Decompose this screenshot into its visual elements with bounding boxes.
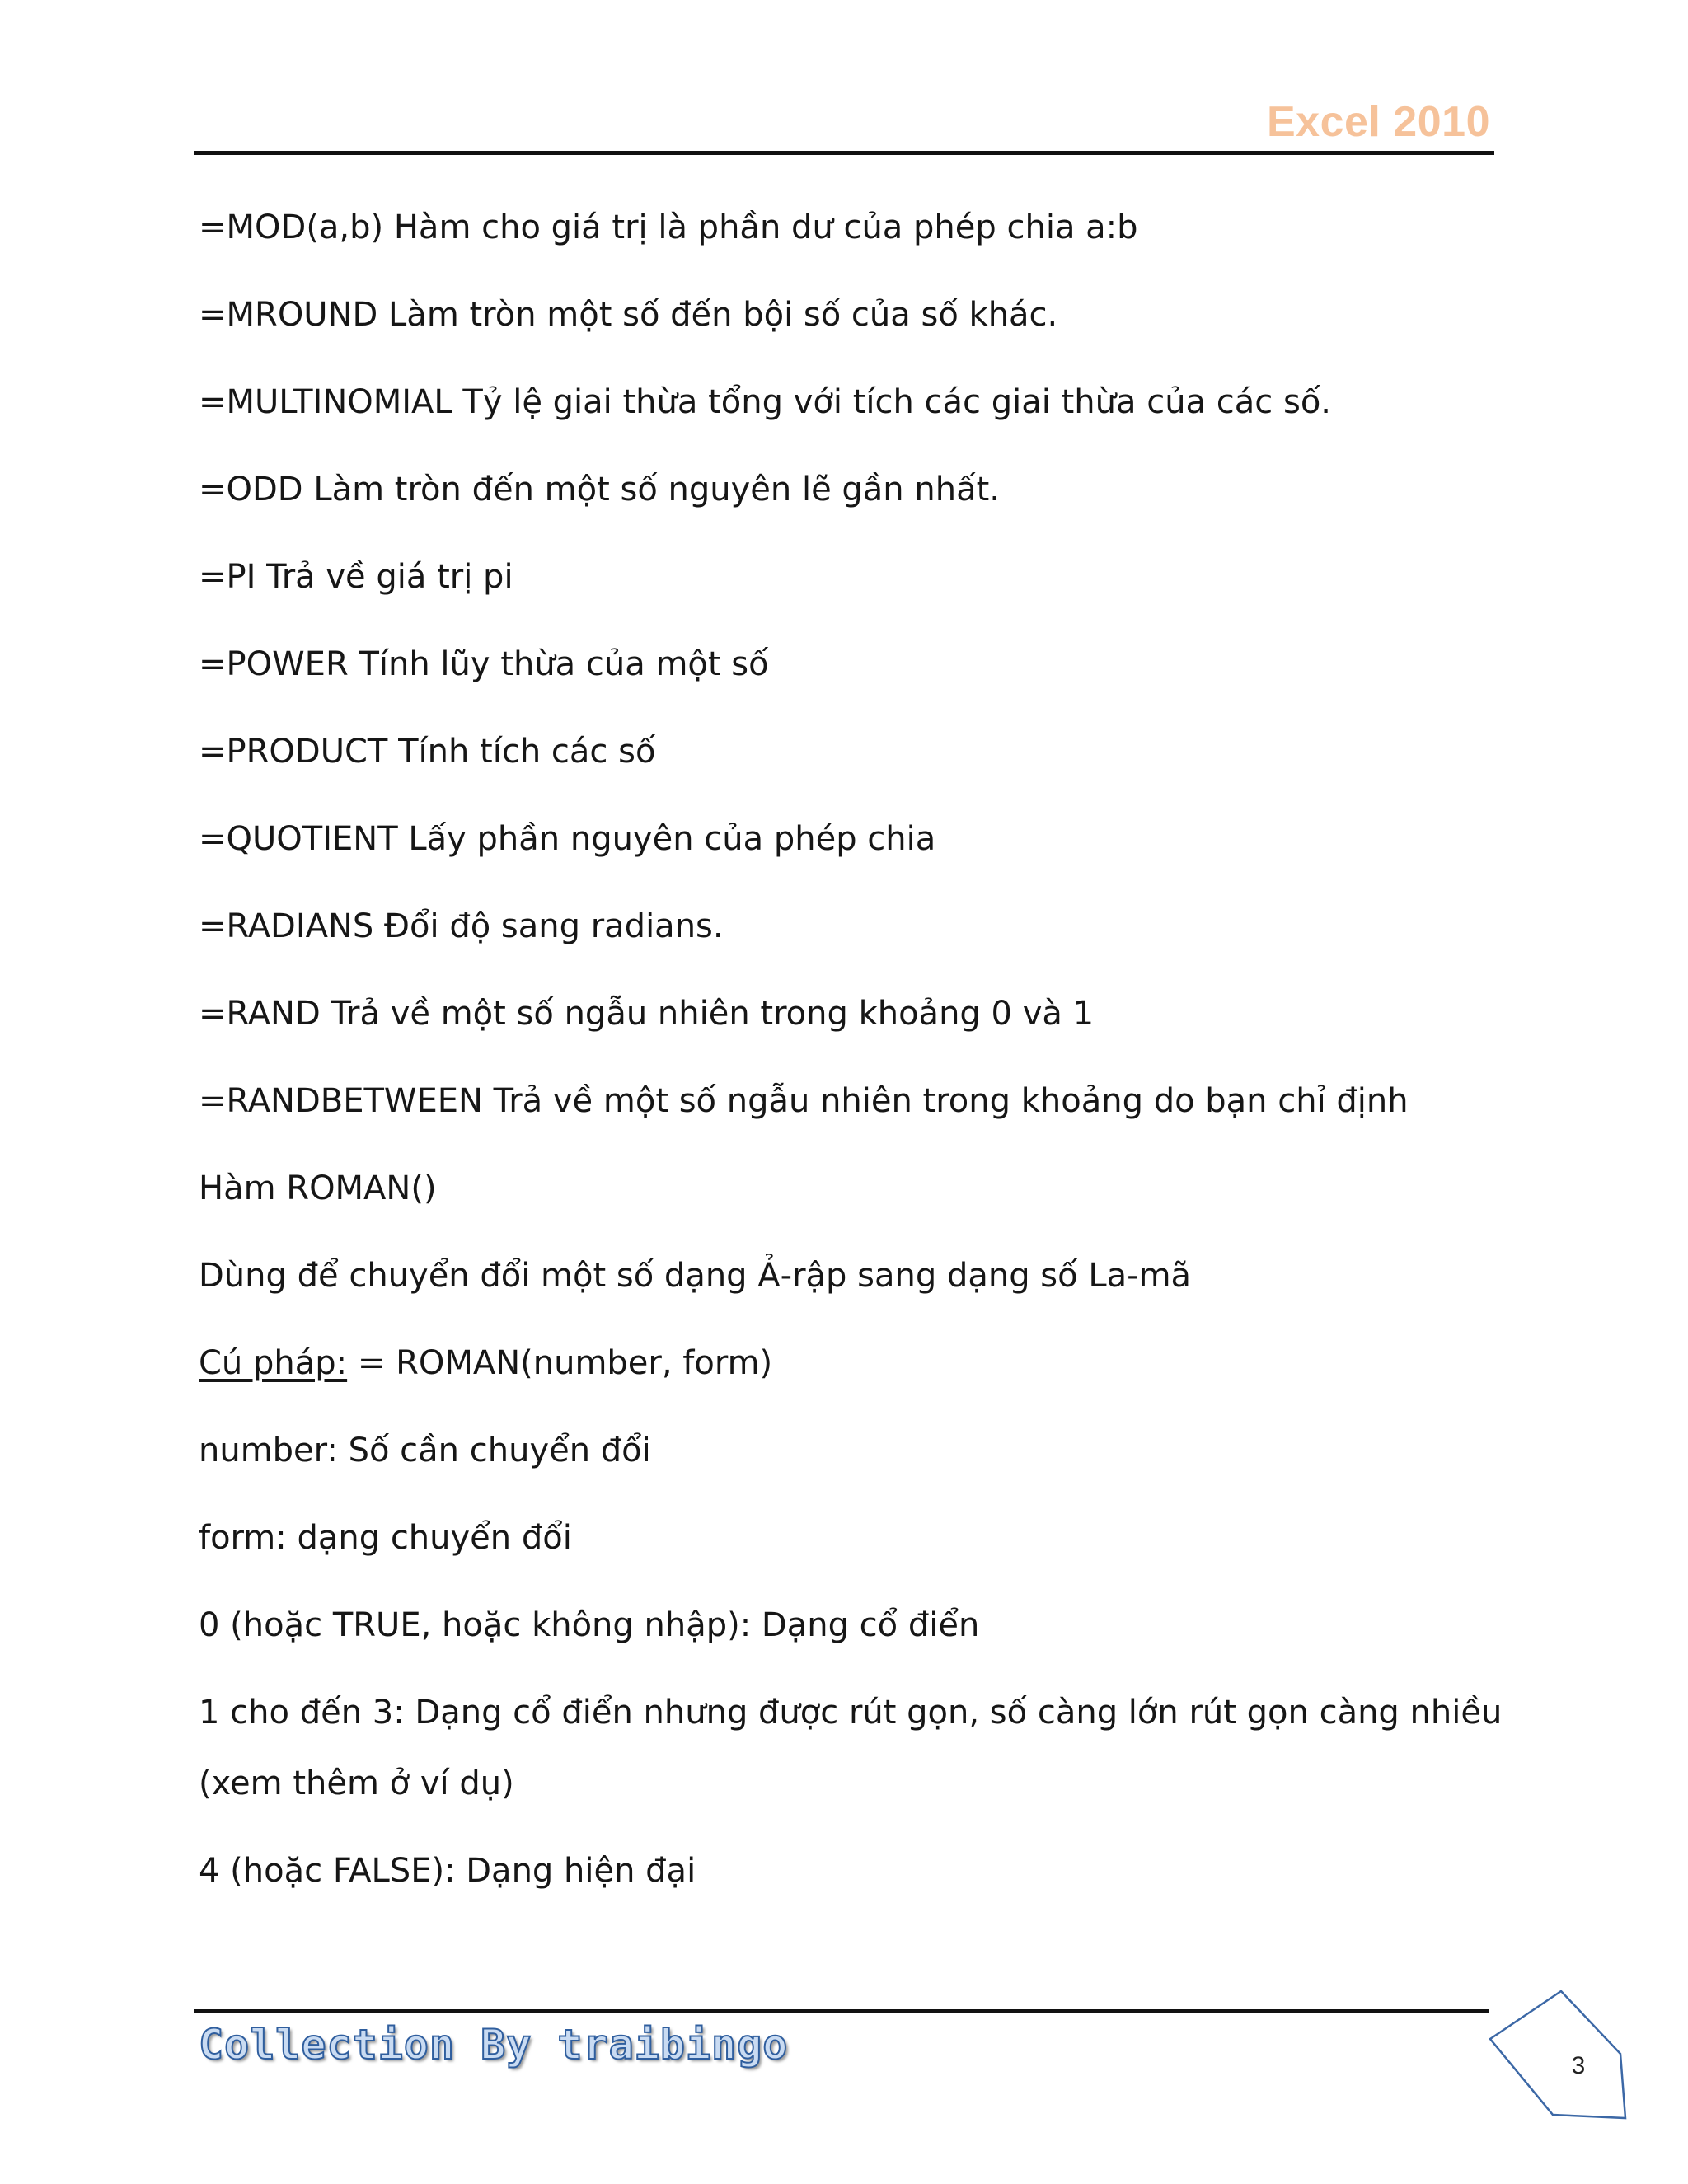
text-line-multinomial: =MULTINOMIAL Tỷ lệ giai thừa tổng với tích các giai thừa của các số. — [199, 383, 1332, 421]
text-line-quotient: =QUOTIENT Lấy phần nguyên của phép chia — [199, 820, 936, 858]
text-line-product: =PRODUCT Tính tích các số — [199, 733, 656, 771]
text-line-rand: =RAND Trả về một số ngẫu nhiên trong khoảng 0 và 1 — [199, 995, 1095, 1033]
header-divider — [194, 151, 1494, 155]
text-line-mod: =MOD(a,b) Hàm cho giá trị là phần dư của phép chia a:b — [199, 209, 1138, 246]
syntax-line — [199, 1342, 1484, 1385]
text-line-form-arg: form: dạng chuyển đổi — [199, 1519, 572, 1557]
page-number: 3 — [1571, 2052, 1586, 2079]
section-heading-roman: Hàm ROMAN() — [199, 1169, 437, 1207]
footer-credit: Collection By traibingo — [199, 2021, 789, 2069]
text-line-pi: =PI Trả về giá trị pi — [199, 558, 513, 596]
text-line-form-1-3-cont: (xem thêm ở ví dụ) — [199, 1765, 514, 1802]
text-line-roman-description: Dùng để chuyển đổi một số dạng Ả-rập sang dạng số La-mã — [199, 1257, 1192, 1295]
footer-divider — [194, 2009, 1489, 2013]
text-line-power: =POWER Tính lũy thừa của một số — [199, 645, 769, 683]
syntax-label: Cú pháp: — [199, 1344, 348, 1382]
text-line-form-0: 0 (hoặc TRUE, hoặc không nhập): Dạng cổ điển — [199, 1606, 980, 1644]
page-content — [199, 206, 1503, 1937]
text-line-form-4: 4 (hoặc FALSE): Dạng hiện đại — [199, 1852, 696, 1890]
text-line-mround: =MROUND Làm tròn một số đến bội số của số khác. — [199, 296, 1058, 334]
header-title: Excel 2010 — [1266, 98, 1490, 146]
text-line-form-1-3: 1 cho đến 3: Dạng cổ điển nhưng được rút gọn, số càng lớn rút gọn càng nhiều — [199, 1694, 1503, 1732]
text-line-number-arg: number: Số cần chuyển đổi — [199, 1432, 651, 1469]
text-line-radians: =RADIANS Đổi độ sang radians. — [199, 907, 724, 945]
syntax-text: = ROMAN(number, form) — [347, 1344, 773, 1382]
text-line-randbetween: =RANDBETWEEN Trả về một số ngẫu nhiên trong khoảng do bạn chỉ định — [199, 1082, 1409, 1120]
page-number-badge-icon — [1484, 1985, 1632, 2125]
text-line-odd: =ODD Làm tròn đến một số nguyên lẽ gần nhất. — [199, 471, 1000, 509]
